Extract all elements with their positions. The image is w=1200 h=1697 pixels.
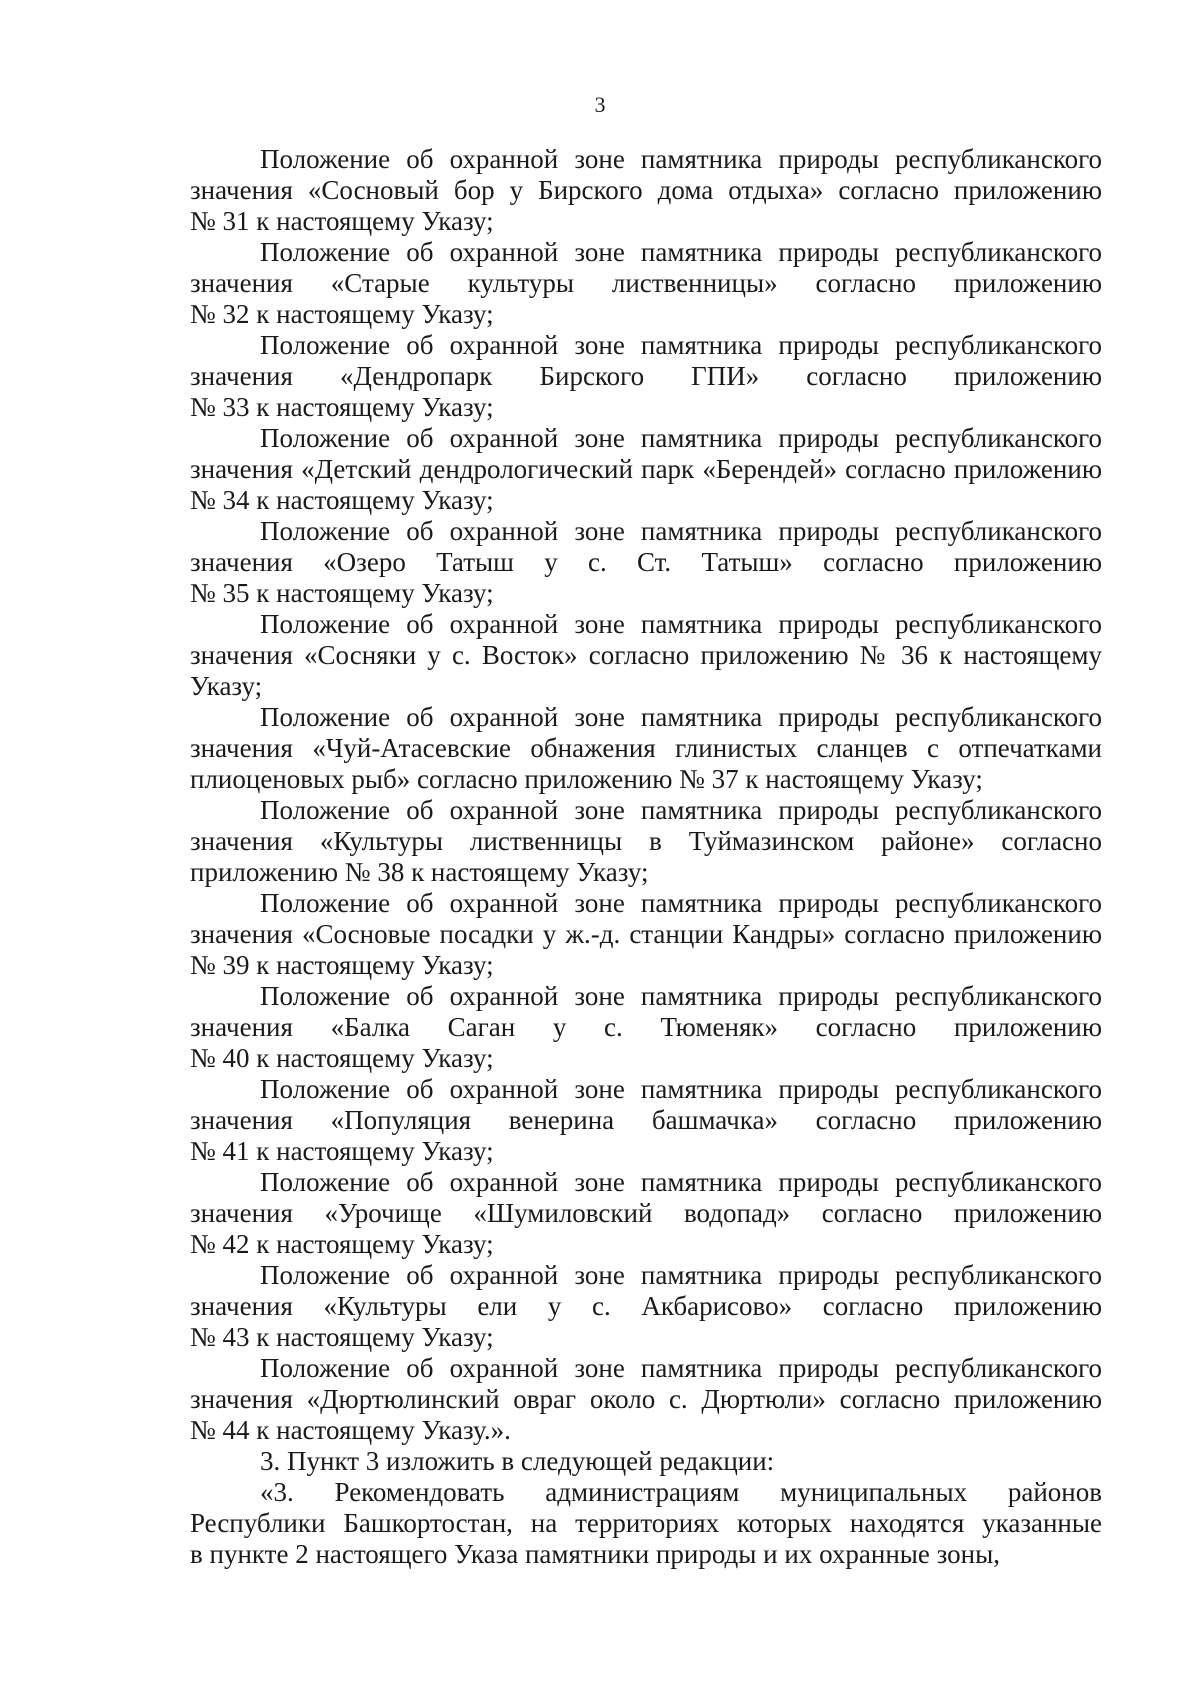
paragraph bbox=[190, 330, 1102, 423]
text-line: значения «Сосновый бор у Бирского дома отдыха» согласно приложению bbox=[190, 175, 1102, 205]
text-line: значения «Дендропарк Бирского ГПИ» согласно приложению bbox=[190, 361, 1102, 391]
text-line: «3. Рекомендовать администрациям муниципальных районов bbox=[260, 1477, 1102, 1507]
paragraph bbox=[190, 609, 1102, 702]
text-line: плиоценовых рыб» согласно приложению № 37 к настоящему Указу; bbox=[190, 764, 983, 794]
text-line: значения «Балка Саган у с. Тюменяк» согласно приложению bbox=[190, 1012, 1102, 1042]
text-line: значения «Урочище «Шумиловский водопад» согласно приложению bbox=[190, 1198, 1102, 1228]
text-line: № 34 к настоящему Указу; bbox=[190, 485, 494, 515]
paragraph bbox=[190, 1446, 1102, 1477]
text-line: № 39 к настоящему Указу; bbox=[190, 950, 494, 980]
text-line: № 35 к настоящему Указу; bbox=[190, 578, 494, 608]
text-line: приложению № 38 к настоящему Указу; bbox=[190, 857, 649, 887]
text-line: № 41 к настоящему Указу; bbox=[190, 1136, 494, 1166]
text-line: № 42 к настоящему Указу; bbox=[190, 1229, 494, 1259]
text-line: Положение об охранной зоне памятника природы республиканского bbox=[260, 981, 1102, 1011]
text-line: Положение об охранной зоне памятника природы республиканского bbox=[260, 423, 1102, 453]
text-line: значения «Дюртюлинский овраг около с. Дюртюли» согласно приложению bbox=[190, 1384, 1102, 1414]
document-body bbox=[190, 144, 1102, 1570]
text-line: Положение об охранной зоне памятника природы республиканского bbox=[260, 1260, 1102, 1290]
paragraph bbox=[190, 888, 1102, 981]
text-line: значения «Чуй-Атасевские обнажения глинистых сланцев с отпечатками bbox=[190, 733, 1102, 763]
text-line: Положение об охранной зоне памятника природы республиканского bbox=[260, 330, 1102, 360]
text-line: значения «Культуры лиственницы в Туймазинском районе» согласно bbox=[190, 826, 1102, 856]
text-line: значения «Культуры ели у с. Акбарисово» согласно приложению bbox=[190, 1291, 1102, 1321]
paragraph bbox=[190, 795, 1102, 888]
paragraph bbox=[190, 702, 1102, 795]
text-line: Республики Башкортостан, на территориях которых находятся указанные bbox=[190, 1508, 1102, 1538]
text-line: № 31 к настоящему Указу; bbox=[190, 206, 494, 236]
paragraph bbox=[190, 144, 1102, 237]
paragraph bbox=[190, 516, 1102, 609]
text-line: Положение об охранной зоне памятника природы республиканского bbox=[260, 1074, 1102, 1104]
text-line: значения «Популяция венерина башмачка» согласно приложению bbox=[190, 1105, 1102, 1135]
paragraph bbox=[190, 423, 1102, 516]
text-line: Положение об охранной зоне памятника природы республиканского bbox=[260, 144, 1102, 174]
text-line: Положение об охранной зоне памятника природы республиканского bbox=[260, 795, 1102, 825]
text-line: 3. Пункт 3 изложить в следующей редакции: bbox=[260, 1446, 775, 1476]
text-line: Положение об охранной зоне памятника природы республиканского bbox=[260, 237, 1102, 267]
paragraph bbox=[190, 1167, 1102, 1260]
text-line: Положение об охранной зоне памятника природы республиканского bbox=[260, 1353, 1102, 1383]
text-line: Положение об охранной зоне памятника природы республиканского bbox=[260, 609, 1102, 639]
paragraph bbox=[190, 1074, 1102, 1167]
text-line: в пункте 2 настоящего Указа памятники природы и их охранные зоны, bbox=[190, 1539, 1000, 1569]
text-line: Положение об охранной зоне памятника природы республиканского bbox=[260, 702, 1102, 732]
text-line: значения «Старые культуры лиственницы» согласно приложению bbox=[190, 268, 1102, 298]
paragraph bbox=[190, 981, 1102, 1074]
paragraph bbox=[190, 1260, 1102, 1353]
text-line: значения «Сосновые посадки у ж.-д. станции Кандры» согласно приложению bbox=[190, 919, 1102, 949]
paragraph bbox=[190, 237, 1102, 330]
text-line: значения «Озеро Татыш у с. Ст. Татыш» согласно приложению bbox=[190, 547, 1102, 577]
text-line: № 43 к настоящему Указу; bbox=[190, 1322, 494, 1352]
text-line: Положение об охранной зоне памятника природы республиканского bbox=[260, 1167, 1102, 1197]
text-line: № 40 к настоящему Указу; bbox=[190, 1043, 494, 1073]
text-line: № 44 к настоящему Указу.». bbox=[190, 1415, 511, 1445]
page-number: 3 bbox=[594, 92, 606, 117]
text-line: значения «Сосняки у с. Восток» согласно приложению № 36 к настоящему bbox=[190, 640, 1102, 670]
text-line: Указу; bbox=[190, 671, 263, 701]
text-line: значения «Детский дендрологический парк «Берендей» согласно приложению bbox=[190, 454, 1102, 484]
paragraph bbox=[190, 1353, 1102, 1446]
text-line: Положение об охранной зоне памятника природы республиканского bbox=[260, 888, 1102, 918]
paragraph bbox=[190, 1477, 1102, 1570]
text-line: № 32 к настоящему Указу; bbox=[190, 299, 494, 329]
text-line: Положение об охранной зоне памятника природы республиканского bbox=[260, 516, 1102, 546]
text-line: № 33 к настоящему Указу; bbox=[190, 392, 494, 422]
